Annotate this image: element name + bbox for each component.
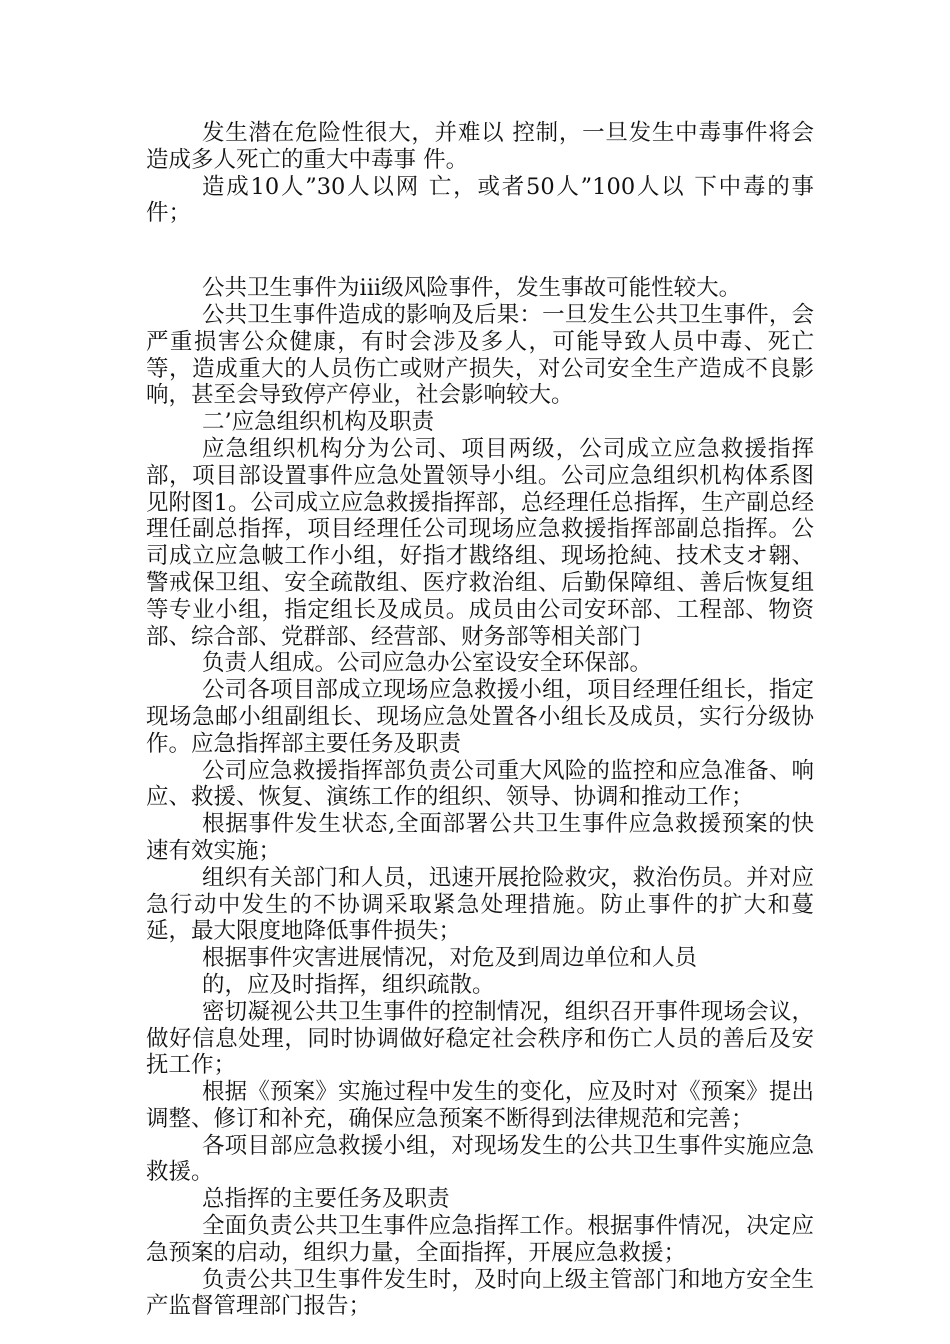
document-body (146, 120, 814, 1320)
section-heading: 二’应急组织机构及职责 (202, 409, 435, 436)
paragraph: 的，应及时指挥，组织疏散。 (202, 971, 495, 998)
paragraph: 应急组织机构分为公司、项目两级，公司成立应急救援指挥部，项目部设置事件应急处置领导小组。公司应急组织机构体系图见附图1。公司成立应急救援指挥部，总经理任总指挥，生产副总经理任副总指挥，项目经理任公司现场应急救援指挥部副总指挥。公司成立应急帔工作小组，好指才戡络组、现场抢純、技术支オ翱、警戒保卫组、安全疏散组、医疗救治组、后勤保障组、善后恢复组等专业小组，指定组长及成员。成员由公司安环部、工程部、物资部、综合部、党群部、经营部、财务部等相关部门 (146, 435, 814, 650)
paragraph: 负责公共卫生事件发生时，及时向上级主管部门和地方安全生产监督管理部门报告； (146, 1266, 814, 1320)
paragraph: 公司应急救援指挥部负责公司重大风险的监控和应急准备、响应、救援、恢复、演练工作的组织、领导、协调和推动工作； (146, 757, 814, 811)
paragraph: 各项目部应急救援小组，对现场发生的公共卫生事件实施应急救援。 (146, 1132, 814, 1186)
section-heading: 总指挥的主要任务及职责 (202, 1186, 450, 1213)
paragraph: 公共卫生事件为iii级风险事件，发生事故可能性较大。 (202, 275, 742, 302)
paragraph: 组织有关部门和人员，迅速开展抢险救灾，救治伤员。并对应急行动中发生的不协调采取紧急处理措施。防止事件的扩大和蔓延，最大限度地降低事件损失； (146, 864, 814, 945)
paragraph: 公司各项目部成立现场应急救援小组，项目经理任组长，指定现场急邮小组副组长、现场应急处置各小组长及成员，实行分级协作。应急指挥部主要任务及职责 (146, 677, 814, 757)
paragraph: 根据《预案》实施过程中发生的变化，应及时对《预案》提出调整、修订和补充，确保应急预案不断得到法律规范和完善； (146, 1079, 814, 1132)
paragraph: 负责人组成。公司应急办公室设安全环保部。 (202, 650, 653, 677)
paragraph-gap (146, 227, 814, 275)
paragraph: 造成10人”30人以网 亡，或者50人”100人以 下中毒的事件； (146, 173, 814, 227)
paragraph: 根据事件发生状态,全面部署公共卫生事件应急救援预案的快速有效实施； (146, 811, 814, 864)
paragraph: 根据事件灾害进展情况，对危及到周边单位和人员 (202, 945, 698, 972)
paragraph: 公共卫生事件造成的影响及后果：一旦发生公共卫生事件，会严重损害公众健康，有时会涉及多人，可能导致人员中毒、死亡等，造成重大的人员伤亡或财产损失，对公司安全生产造成不良影响，甚至会导致停产停业，社会影响较大。 (146, 301, 814, 409)
paragraph: 密切凝视公共卫生事件的控制情况，组织召开事件现场会议，做好信息处理，同时协调做好稳定社会秩序和伤亡人员的善后及安抚工作； (146, 998, 814, 1079)
paragraph: 全面负责公共卫生事件应急指挥工作。根据事件情况，决定应急预案的启动，组织力量，全面指挥，开展应急救援； (146, 1213, 814, 1266)
paragraph: 发生潜在危险性很大，并难以 控制，一旦发生中毒事件将会造成多人死亡的重大中毒事 件。 (146, 120, 814, 173)
